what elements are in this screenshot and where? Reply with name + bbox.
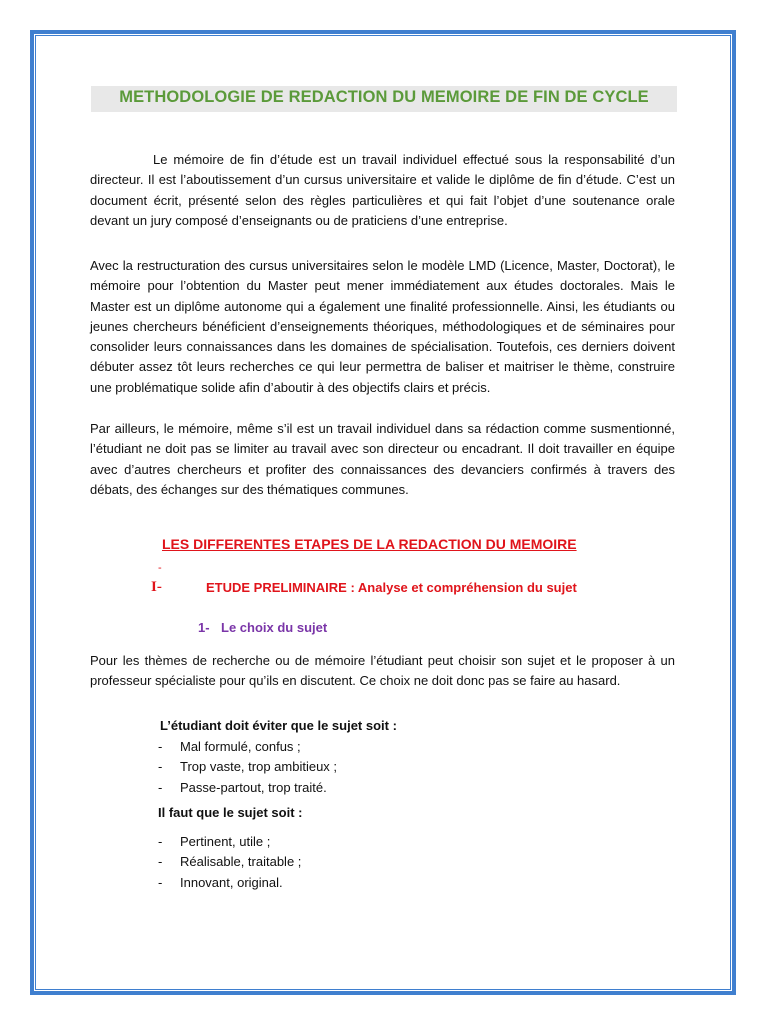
lmd-paragraph: Avec la restructuration des cursus universitaires selon le modèle LMD (Licence, Master, Doctorat), le mémoire pour l’obtention du Master peut mener immédiatement aux études doctorales. Mais le Master est un diplôme autonome qui a également une finalité professionnelle. Ainsi, les étudiants ou jeunes chercheurs bénéficient d’enseignements théoriques, méthodologiques et de séminaires pour consolider leurs connaissances dans les domaines de spécialisation. Toutefois, ces derniers doivent débuter assez tôt leurs recherches ce qui leur permettra de baliser et maitriser le thème, construire une problématique solide afin d’aboutir à des objectifs clairs et précis.	[90, 258, 675, 395]
must-heading: Il faut que le sujet soit :	[158, 805, 303, 820]
section-heading: LES DIFFERENTES ETAPES DE LA REDACTION DU MEMOIRE	[162, 536, 577, 552]
document-title: METHODOLOGIE DE REDACTION DU MEMOIRE DE FIN DE CYCLE	[119, 88, 649, 106]
list-dash: -	[158, 874, 163, 890]
subsection-number: 1-	[198, 620, 210, 635]
teamwork-paragraph: Par ailleurs, le mémoire, même s’il est un travail individuel dans sa rédaction comme susmentionné, l’étudiant ne doit pas se limiter au travail avec son directeur ou encadrant. Il doit travailler en équipe avec d’autres chercheurs et profiter des connaissances des devanciers confirmés à travers des débats, des échanges sur des thématiques communes.	[90, 421, 675, 497]
list-item-text: Passe-partout, trop traité.	[180, 779, 327, 795]
list-dash: -	[158, 834, 163, 849]
avoid-list	[158, 737, 337, 798]
list-item	[158, 873, 301, 893]
list-item	[158, 832, 301, 852]
avoid-heading: L’étudiant doit éviter que le sujet soit :	[160, 718, 397, 733]
choice-paragraph: Pour les thèmes de recherche ou de mémoire l’étudiant peut choisir son sujet et le proposer à un professeur spécialiste pour qu’ils en discutent. Ce choix ne doit donc pas se faire au hasard.	[90, 653, 675, 689]
must-list	[158, 832, 301, 893]
list-dash: -	[158, 759, 163, 775]
list-item	[158, 757, 337, 777]
list-item-text: Mal formulé, confus ;	[180, 739, 301, 754]
intro-paragraph: Le mémoire de fin d’étude est un travail individuel effectué sous la responsabilité d’un directeur. Il est l’aboutissement d’un cursus universitaire et valide le diplôme de fin d’étude. C’est un document écrit, présenté selon des règles particulières et qui fait l’objet d’une soutenance orale devant un jury composé d’enseignants ou de praticiens d’une entreprise.	[90, 152, 675, 228]
subsection-heading: Le choix du sujet	[221, 620, 328, 635]
list-item-text: Innovant, original.	[180, 874, 283, 890]
list-item-text: Pertinent, utile ;	[180, 834, 271, 849]
list-item	[158, 852, 301, 872]
list-item	[158, 737, 337, 757]
list-item-text: Réalisable, traitable ;	[180, 854, 302, 870]
part-numeral: I-	[151, 579, 162, 595]
list-dash: -	[158, 739, 163, 754]
section-marker: -	[158, 562, 162, 574]
list-dash: -	[158, 779, 163, 795]
list-dash: -	[158, 854, 163, 870]
part-heading: ETUDE PRELIMINAIRE : Analyse et compréhension du sujet	[206, 580, 577, 595]
list-item-text: Trop vaste, trop ambitieux ;	[180, 759, 338, 775]
list-item	[158, 778, 337, 798]
